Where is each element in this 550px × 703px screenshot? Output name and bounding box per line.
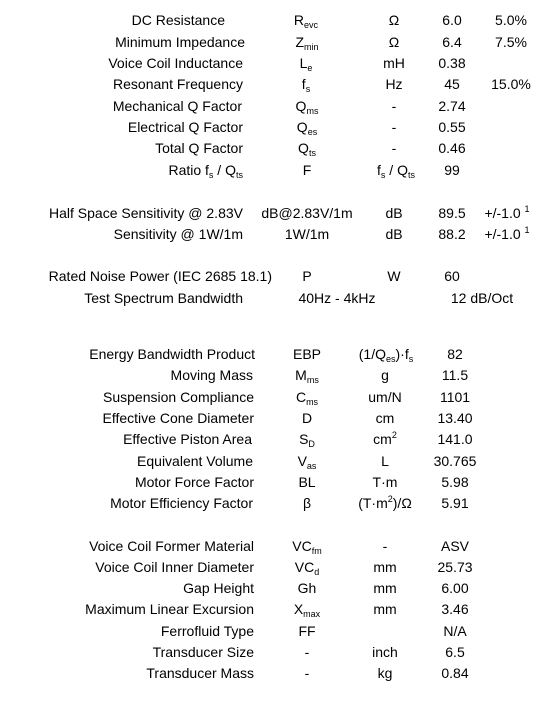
param-value: 0.55 (438, 119, 466, 135)
spectrum-range: 40Hz - 4kHz (298, 290, 376, 306)
param-unit: cm (375, 410, 395, 426)
param-symbol: P (302, 268, 312, 284)
param-symbol: $Q_{ms}$ (295, 98, 319, 116)
param-value: 5.98 (441, 474, 469, 490)
table-row (0, 599, 550, 619)
table-row (0, 578, 550, 598)
table-row (0, 451, 550, 471)
table-row (0, 387, 550, 407)
table-row (0, 493, 550, 513)
param-symbol: $C_{ms}$ (295, 389, 319, 407)
param-unit: W (387, 268, 401, 284)
param-value: 89.5 (438, 205, 466, 221)
param-label: Moving Mass (170, 367, 253, 383)
param-symbol: F (302, 162, 312, 178)
table-row (0, 224, 550, 244)
param-label: Voice Coil Inductance (108, 55, 243, 71)
param-value: 6.0 (442, 12, 462, 28)
table-row (0, 472, 550, 492)
param-unit: $f_s / Q_{ts}$ (377, 162, 415, 180)
param-value: 3.46 (441, 601, 469, 617)
param-symbol: $L_e$ (299, 55, 313, 73)
param-symbol: $f_s$ (301, 76, 311, 94)
param-label: DC Resistance (131, 12, 225, 28)
param-symbol: 1W/1m (284, 226, 330, 242)
param-value: 0.84 (441, 665, 469, 681)
param-label: Minimum Impedance (115, 34, 245, 50)
param-symbol: BL (298, 474, 316, 490)
param-symbol: $S_D$ (299, 431, 315, 449)
param-symbol: $VC_d$ (294, 559, 320, 577)
param-value: 13.40 (437, 410, 473, 426)
param-label: Ferrofluid Type (160, 623, 254, 639)
param-value: 6.5 (445, 644, 465, 660)
param-unit: $(1/Q_{es})\cdot f_s$ (358, 346, 414, 364)
param-symbol: - (304, 665, 310, 681)
param-value: 60 (444, 268, 460, 284)
param-value: 5.91 (441, 495, 469, 511)
param-unit: dB (385, 205, 403, 221)
spectrum-slope: 12 dB/Oct (450, 290, 514, 306)
param-unit: $cm^2$ (373, 430, 397, 447)
table-row (0, 96, 550, 116)
param-unit: um/N (368, 389, 402, 405)
param-unit: - (391, 98, 397, 114)
table-row (0, 266, 550, 286)
param-tolerance: 7.5% (495, 34, 527, 50)
table-row (0, 10, 550, 30)
param-unit: mm (373, 601, 397, 617)
param-label: Transducer Size (152, 644, 254, 660)
param-unit: T·m (372, 474, 398, 490)
param-label: Total Q Factor (155, 140, 243, 156)
param-unit: mH (383, 55, 405, 71)
param-value: 2.74 (438, 98, 466, 114)
param-unit: g (381, 367, 389, 383)
param-label: Half Space Sensitivity @ 2.83V (49, 205, 243, 221)
param-symbol: $X_{max}$ (293, 601, 321, 619)
table-row (0, 557, 550, 577)
param-unit: mm (373, 559, 397, 575)
param-label: Voice Coil Inner Diameter (95, 559, 254, 575)
table-row (0, 365, 550, 385)
table-row (0, 642, 550, 662)
param-value: 88.2 (438, 226, 466, 242)
param-symbol: dB@2.83V/1m (261, 205, 353, 221)
table-row (0, 32, 550, 52)
table-row (0, 138, 550, 158)
param-symbol: $R_{evc}$ (293, 12, 319, 30)
param-label: Sensitivity @ 1W/1m (113, 226, 243, 242)
param-symbol: β (302, 495, 312, 511)
param-value: 6.4 (442, 34, 462, 50)
param-tolerance: +/-1.0 $^1$ (484, 204, 530, 221)
table-row (0, 663, 550, 683)
param-unit: dB (385, 226, 403, 242)
param-tolerance: +/-1.0 $^1$ (484, 225, 530, 242)
table-row (0, 621, 550, 641)
param-symbol: $Q_{ts}$ (298, 140, 316, 158)
param-label: Maximum Linear Excursion (85, 601, 254, 617)
param-value: 0.38 (438, 55, 466, 71)
param-unit: inch (372, 644, 398, 660)
param-symbol: - (304, 644, 310, 660)
param-symbol: $Q_{es}$ (296, 119, 318, 137)
table-row (0, 117, 550, 137)
param-unit: mm (373, 580, 397, 596)
param-unit: kg (377, 665, 393, 681)
param-label: Mechanical Q Factor (112, 98, 242, 114)
param-unit: Ω (388, 34, 400, 50)
param-label: Ratio $f_s / Q_{ts}$ (168, 162, 243, 180)
param-label: Motor Force Factor (134, 474, 254, 490)
table-row (0, 74, 550, 94)
param-label: Voice Coil Former Material (89, 538, 254, 554)
param-value: N/A (443, 623, 467, 639)
param-label: Suspension Compliance (103, 389, 254, 405)
param-value: ASV (440, 538, 470, 554)
param-value: 6.00 (441, 580, 469, 596)
table-row (0, 408, 550, 428)
param-unit: - (391, 140, 397, 156)
param-value: 99 (444, 162, 460, 178)
param-unit: - (382, 538, 388, 554)
param-tolerance: 5.0% (495, 12, 527, 28)
table-row (0, 429, 550, 449)
param-unit: $(T\cdot m^2)/\Omega$ (358, 494, 412, 511)
param-value: 30.765 (433, 453, 477, 469)
param-value: 1101 (439, 389, 471, 405)
table-row (0, 160, 550, 180)
param-symbol: $Z_{min}$ (295, 34, 319, 52)
param-label: Effective Piston Area (123, 431, 252, 447)
param-unit: L (381, 453, 389, 469)
param-symbol: $VC_{fm}$ (292, 538, 322, 556)
table-row (0, 203, 550, 223)
param-unit: Ω (388, 12, 400, 28)
param-symbol: D (301, 410, 313, 426)
param-symbol: $V_{as}$ (297, 453, 317, 471)
param-value: 11.5 (441, 367, 469, 383)
param-unit: Hz (385, 76, 403, 92)
table-row (0, 53, 550, 73)
table-row (0, 536, 550, 556)
param-tolerance: 15.0% (491, 76, 531, 92)
table-row (0, 344, 550, 364)
param-label: Equivalent Volume (137, 453, 253, 469)
param-label: Electrical Q Factor (127, 119, 243, 135)
table-row (0, 288, 550, 308)
param-symbol: Gh (297, 580, 317, 596)
param-symbol: EBP (292, 346, 322, 362)
param-label: Test Spectrum Bandwidth (84, 290, 243, 306)
param-value: 45 (444, 76, 460, 92)
param-symbol: FF (298, 623, 316, 639)
param-label: Resonant Frequency (113, 76, 243, 92)
param-symbol: $M_{ms}$ (295, 367, 319, 385)
param-label: Rated Noise Power (IEC 2685 18.1) (48, 268, 272, 284)
param-label: Transducer Mass (146, 665, 254, 681)
param-label: Motor Efficiency Factor (110, 495, 253, 511)
param-label: Effective Cone Diameter (102, 410, 254, 426)
param-value: 25.73 (437, 559, 473, 575)
param-unit: - (391, 119, 397, 135)
param-label: Energy Bandwidth Product (89, 346, 255, 362)
param-label: Gap Height (183, 580, 254, 596)
param-value: 141.0 (437, 431, 473, 447)
param-value: 82 (447, 346, 463, 362)
param-value: 0.46 (438, 140, 466, 156)
